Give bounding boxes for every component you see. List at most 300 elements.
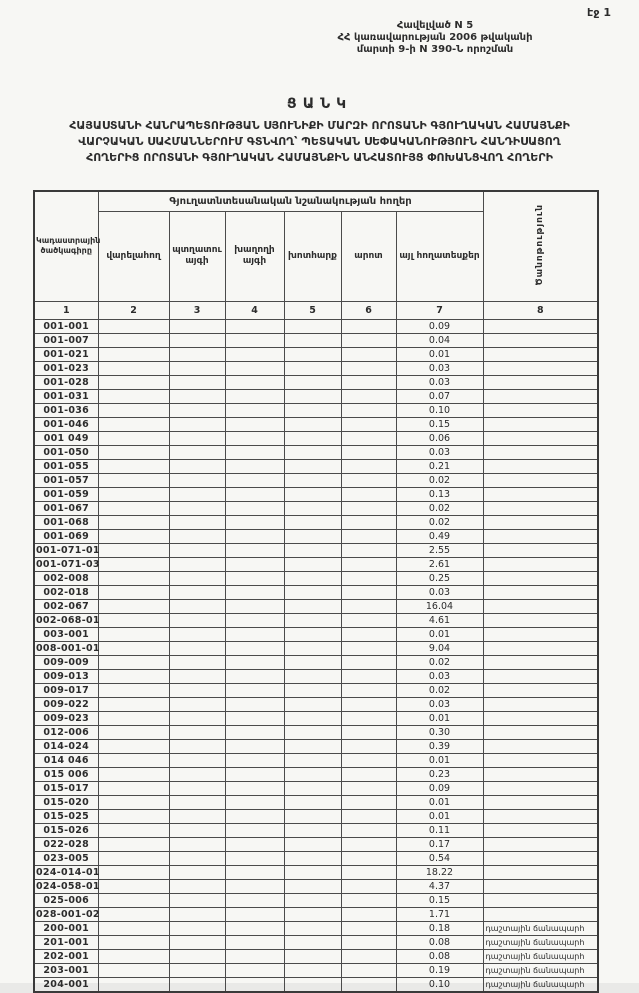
orchard-cell (169, 711, 225, 725)
table-row (34, 641, 598, 655)
hayfield-cell (284, 977, 341, 992)
pasture-cell (341, 725, 396, 739)
cadastral-code-cell: 009-022 (34, 697, 98, 711)
vineyard-cell (225, 725, 284, 739)
orchard-cell (169, 921, 225, 935)
arable-cell (98, 879, 169, 893)
cadastral-code-cell: 015 006 (34, 767, 98, 781)
other-lands-value-cell: 0.25 (396, 571, 483, 585)
table-row (34, 739, 598, 753)
orchard-cell (169, 403, 225, 417)
table-row (34, 767, 598, 781)
vineyard-cell (225, 921, 284, 935)
note-cell (483, 501, 598, 515)
table-row (34, 333, 598, 347)
table-body (34, 319, 598, 992)
column-header-vineyard: խաղողի այգի (225, 211, 284, 301)
table-row (34, 487, 598, 501)
orchard-cell (169, 963, 225, 977)
cadastral-code-cell: 022-028 (34, 837, 98, 851)
arable-cell (98, 473, 169, 487)
arable-cell (98, 697, 169, 711)
hayfield-cell (284, 501, 341, 515)
orchard-cell (169, 389, 225, 403)
hayfield-cell (284, 823, 341, 837)
vineyard-cell (225, 627, 284, 641)
other-lands-value-cell: 0.08 (396, 949, 483, 963)
hayfield-cell (284, 473, 341, 487)
table-row (34, 669, 598, 683)
table-row (34, 837, 598, 851)
subtitle-line-2: ՎԱՐՉԱԿԱՆ ՍԱՀՄԱՆՆԵՐՈՒՄ ԳՏՆՎՈՂ՝ ՊԵՏԱԿԱՆ ՍԵՓԱԿԱՆՈՒԹՅՈՒՆ ՀԱՆԴԻՍԱՑՈՂ (78, 135, 561, 148)
vineyard-cell (225, 487, 284, 501)
pasture-cell (341, 543, 396, 557)
other-lands-value-cell: 0.23 (396, 767, 483, 781)
column-number-3: 3 (169, 301, 225, 319)
vineyard-cell (225, 865, 284, 879)
vineyard-cell (225, 431, 284, 445)
vineyard-cell (225, 907, 284, 921)
pasture-cell (341, 907, 396, 921)
annex-line-1: Հավելված N 5 (396, 20, 474, 31)
arable-cell (98, 543, 169, 557)
note-cell (483, 977, 598, 992)
hayfield-cell (284, 375, 341, 389)
orchard-cell (169, 641, 225, 655)
cadastral-code-cell: 009-023 (34, 711, 98, 725)
pasture-cell (341, 557, 396, 571)
arable-cell (98, 851, 169, 865)
cadastral-code-cell: 001-071-01 (36, 544, 100, 556)
cadastral-code-cell: 014 046 (34, 753, 98, 767)
orchard-cell (169, 627, 225, 641)
other-lands-value-cell: 0.11 (396, 823, 483, 837)
cadastral-code-cell: 009-013 (34, 669, 98, 683)
vineyard-cell (225, 613, 284, 627)
pasture-cell (341, 431, 396, 445)
hayfield-cell (284, 907, 341, 921)
arable-cell (98, 921, 169, 935)
note-text: դաշտային ճանապարհ (485, 951, 585, 961)
other-lands-value-cell: 0.03 (396, 697, 483, 711)
note-cell (483, 529, 598, 543)
other-lands-value-cell: 0.39 (396, 739, 483, 753)
note-cell (483, 697, 598, 711)
other-lands-value-cell: 0.02 (396, 683, 483, 697)
table-row (34, 921, 598, 935)
hayfield-cell (284, 935, 341, 949)
other-lands-value-cell: 0.01 (396, 711, 483, 725)
arable-cell (98, 655, 169, 669)
vineyard-cell (225, 851, 284, 865)
table-row (34, 935, 598, 949)
orchard-cell (169, 529, 225, 543)
note-cell (483, 823, 598, 837)
cadastral-code-cell: 001-057 (34, 473, 98, 487)
hayfield-cell (284, 459, 341, 473)
hayfield-cell (284, 487, 341, 501)
table-row (34, 963, 598, 977)
other-lands-value-cell: 0.08 (396, 935, 483, 949)
note-cell (483, 725, 598, 739)
other-lands-value-cell: 0.02 (396, 655, 483, 669)
column-number-row (34, 301, 598, 319)
column-header-orchard: պտղատու այգի (169, 211, 225, 301)
pasture-cell (341, 641, 396, 655)
pasture-cell (341, 319, 396, 333)
note-cell (483, 557, 598, 571)
other-lands-value-cell: 2.55 (396, 543, 483, 557)
note-cell (483, 795, 598, 809)
other-lands-value-cell: 0.13 (396, 487, 483, 501)
column-header-cadastral-code: Կադաստրային ծածկագիրը (34, 191, 98, 301)
pasture-cell (341, 669, 396, 683)
note-cell (483, 865, 598, 879)
note-cell (483, 417, 598, 431)
hayfield-cell (284, 921, 341, 935)
table-row (34, 655, 598, 669)
orchard-cell (169, 935, 225, 949)
vineyard-cell (225, 389, 284, 403)
column-number-2: 2 (98, 301, 169, 319)
orchard-cell (169, 557, 225, 571)
note-cell (483, 515, 598, 529)
pasture-cell (341, 417, 396, 431)
pasture-cell (341, 753, 396, 767)
document-subtitle (10, 118, 629, 166)
subtitle-line-1: ՀԱՅԱՍՏԱՆԻ ՀԱՆՐԱՊԵՏՈՒԹՅԱՆ ՍՅՈՒՆԻՔԻ ՄԱՐԶԻ ՈՐՈՏԱՆԻ ԳՅՈՒՂԱԿԱՆ ՀԱՄԱՅՆՔԻ (69, 119, 570, 132)
orchard-cell (169, 375, 225, 389)
pasture-cell (341, 389, 396, 403)
hayfield-cell (284, 417, 341, 431)
note-text: դաշտային ճանապարհ (485, 979, 585, 989)
other-lands-value-cell: 18.22 (396, 865, 483, 879)
other-lands-value-cell: 0.17 (396, 837, 483, 851)
note-cell (483, 375, 598, 389)
table-row (34, 753, 598, 767)
arable-cell (98, 571, 169, 585)
other-lands-value-cell: 0.18 (396, 921, 483, 935)
other-lands-value-cell: 0.10 (396, 977, 483, 992)
hayfield-cell (284, 739, 341, 753)
hayfield-cell (284, 599, 341, 613)
vineyard-cell (225, 403, 284, 417)
note-text: դաշտային ճանապարհ (485, 923, 585, 933)
cadastral-code-cell: 023-005 (34, 851, 98, 865)
other-lands-value-cell: 0.15 (396, 893, 483, 907)
cadastral-code-cell: 028-001-02 (36, 908, 100, 920)
other-lands-value-cell: 0.01 (396, 809, 483, 823)
other-lands-value-cell: 0.09 (396, 781, 483, 795)
note-cell (483, 585, 598, 599)
hayfield-cell (284, 389, 341, 403)
table-row (34, 543, 598, 557)
orchard-cell (169, 837, 225, 851)
table-row (34, 571, 598, 585)
orchard-cell (169, 725, 225, 739)
vineyard-cell (225, 935, 284, 949)
other-lands-value-cell: 16.04 (396, 599, 483, 613)
note-cell (483, 403, 598, 417)
vineyard-cell (225, 767, 284, 781)
vineyard-cell (225, 823, 284, 837)
other-lands-value-cell: 0.10 (396, 403, 483, 417)
arable-cell (98, 641, 169, 655)
note-text: դաշտային ճանապարհ (485, 937, 585, 947)
note-cell (483, 599, 598, 613)
vineyard-cell (225, 347, 284, 361)
hayfield-cell (284, 627, 341, 641)
arable-cell (98, 501, 169, 515)
vineyard-cell (225, 753, 284, 767)
note-cell (483, 571, 598, 585)
table-row (34, 781, 598, 795)
hayfield-cell (284, 893, 341, 907)
hayfield-cell (284, 403, 341, 417)
pasture-cell (341, 977, 396, 992)
hayfield-cell (284, 557, 341, 571)
cadastral-code-cell: 001-050 (34, 445, 98, 459)
table-row (34, 529, 598, 543)
arable-cell (98, 865, 169, 879)
other-lands-value-cell: 9.04 (396, 641, 483, 655)
table-row (34, 389, 598, 403)
other-lands-value-cell: 0.07 (396, 389, 483, 403)
note-cell (483, 739, 598, 753)
arable-cell (98, 809, 169, 823)
orchard-cell (169, 445, 225, 459)
pasture-cell (341, 823, 396, 837)
pasture-cell (341, 585, 396, 599)
pasture-cell (341, 851, 396, 865)
cadastral-code-cell: 002-008 (34, 571, 98, 585)
pasture-cell (341, 837, 396, 851)
table-row (34, 417, 598, 431)
orchard-cell (169, 361, 225, 375)
arable-cell (98, 725, 169, 739)
arable-cell (98, 935, 169, 949)
vineyard-cell (225, 333, 284, 347)
hayfield-cell (284, 683, 341, 697)
column-header-arable: վարելահող (98, 211, 169, 301)
arable-cell (98, 361, 169, 375)
table-row (34, 515, 598, 529)
orchard-cell (169, 907, 225, 921)
pasture-cell (341, 333, 396, 347)
table-row (34, 977, 598, 992)
arable-cell (98, 669, 169, 683)
vineyard-cell (225, 739, 284, 753)
table-row (34, 445, 598, 459)
arable-cell (98, 781, 169, 795)
orchard-cell (169, 515, 225, 529)
pasture-cell (341, 879, 396, 893)
other-lands-value-cell: 0.01 (396, 627, 483, 641)
vineyard-cell (225, 417, 284, 431)
other-lands-value-cell: 0.19 (396, 963, 483, 977)
annex-line-2: ՀՀ կառավարության 2006 թվականի (337, 32, 533, 43)
column-number-5: 5 (284, 301, 341, 319)
table-row (34, 725, 598, 739)
cadastral-code-cell: 012-006 (34, 725, 98, 739)
hayfield-cell (284, 641, 341, 655)
note-cell (483, 319, 598, 333)
note-cell (483, 921, 598, 935)
orchard-cell (169, 585, 225, 599)
cadastral-code-cell: 001-069 (34, 529, 98, 543)
note-cell (483, 893, 598, 907)
cadastral-code-cell: 001-028 (34, 375, 98, 389)
pasture-cell (341, 347, 396, 361)
table-row (34, 711, 598, 725)
other-lands-value-cell: 0.15 (396, 417, 483, 431)
cadastral-code-cell: 024-014-01 (36, 866, 100, 878)
column-number-8: 8 (483, 301, 598, 319)
other-lands-value-cell: 0.03 (396, 375, 483, 389)
table-row (34, 683, 598, 697)
cadastral-code-cell: 001-046 (34, 417, 98, 431)
orchard-cell (169, 893, 225, 907)
cadastral-code-cell: 001-068 (34, 515, 98, 529)
note-cell (483, 935, 598, 949)
note-cell (483, 333, 598, 347)
pasture-cell (341, 655, 396, 669)
vineyard-cell (225, 599, 284, 613)
table-row (34, 809, 598, 823)
hayfield-cell (284, 753, 341, 767)
note-cell (483, 963, 598, 977)
hayfield-cell (284, 697, 341, 711)
orchard-cell (169, 879, 225, 893)
pasture-cell (341, 445, 396, 459)
arable-cell (98, 837, 169, 851)
note-cell (483, 641, 598, 655)
other-lands-value-cell: 0.03 (396, 585, 483, 599)
hayfield-cell (284, 571, 341, 585)
arable-cell (98, 711, 169, 725)
orchard-cell (169, 977, 225, 992)
cadastral-code-cell: 015-020 (34, 795, 98, 809)
pasture-cell (341, 865, 396, 879)
vineyard-cell (225, 837, 284, 851)
cadastral-code-cell: 203-001 (34, 963, 98, 977)
note-cell (483, 669, 598, 683)
note-cell (483, 459, 598, 473)
note-cell (483, 655, 598, 669)
arable-cell (98, 795, 169, 809)
vineyard-cell (225, 711, 284, 725)
arable-cell (98, 515, 169, 529)
pasture-cell (341, 739, 396, 753)
table-row (34, 459, 598, 473)
cadastral-code-cell: 014-024 (34, 739, 98, 753)
hayfield-cell (284, 949, 341, 963)
pasture-cell (341, 361, 396, 375)
cadastral-code-cell: 003-001 (34, 627, 98, 641)
cadastral-code-cell: 002-067 (34, 599, 98, 613)
other-lands-value-cell: 4.37 (396, 879, 483, 893)
vineyard-cell (225, 977, 284, 992)
pasture-cell (341, 697, 396, 711)
orchard-cell (169, 851, 225, 865)
note-cell (483, 431, 598, 445)
pasture-cell (341, 613, 396, 627)
arable-cell (98, 977, 169, 992)
vineyard-cell (225, 501, 284, 515)
pasture-cell (341, 921, 396, 935)
vineyard-cell (225, 949, 284, 963)
arable-cell (98, 585, 169, 599)
other-lands-value-cell: 0.04 (396, 333, 483, 347)
orchard-cell (169, 753, 225, 767)
note-cell (483, 753, 598, 767)
subtitle-line-3: ՀՈՂԵՐԻՑ ՈՐՈՏԱՆԻ ԳՅՈՒՂԱԿԱՆ ՀԱՄԱՅՆՔԻՆ ԱՆՀԱՏՈՒՅՑ ՓՈԽԱՆՑՎՈՂ ՀՈՂԵՐԻ (86, 151, 553, 164)
orchard-cell (169, 599, 225, 613)
vineyard-cell (225, 963, 284, 977)
orchard-cell (169, 319, 225, 333)
vineyard-cell (225, 515, 284, 529)
vineyard-cell (225, 697, 284, 711)
arable-cell (98, 417, 169, 431)
cadastral-code-cell: 001-023 (34, 361, 98, 375)
cadastral-code-cell: 001-055 (34, 459, 98, 473)
note-cell (483, 837, 598, 851)
hayfield-cell (284, 781, 341, 795)
orchard-cell (169, 655, 225, 669)
table-row (34, 893, 598, 907)
pasture-cell (341, 627, 396, 641)
annex-reference-block (300, 20, 570, 56)
table-row (34, 823, 598, 837)
vineyard-cell (225, 669, 284, 683)
other-lands-value-cell: 0.02 (396, 515, 483, 529)
table-row (34, 319, 598, 333)
other-lands-value-cell: 0.21 (396, 459, 483, 473)
orchard-cell (169, 417, 225, 431)
arable-cell (98, 487, 169, 501)
vineyard-cell (225, 529, 284, 543)
cadastral-code-cell: 001-031 (34, 389, 98, 403)
orchard-cell (169, 571, 225, 585)
orchard-cell (169, 473, 225, 487)
table-header (34, 191, 598, 319)
note-cell (483, 767, 598, 781)
vineyard-cell (225, 319, 284, 333)
column-header-other-lands: այլ հողատեսքեր (396, 211, 483, 301)
cadastral-code-cell: 001-021 (34, 347, 98, 361)
pasture-cell (341, 501, 396, 515)
hayfield-cell (284, 725, 341, 739)
vineyard-cell (225, 557, 284, 571)
arable-cell (98, 375, 169, 389)
arable-cell (98, 949, 169, 963)
arable-cell (98, 403, 169, 417)
hayfield-cell (284, 851, 341, 865)
hayfield-cell (284, 711, 341, 725)
pasture-cell (341, 529, 396, 543)
arable-cell (98, 963, 169, 977)
other-lands-value-cell: 0.02 (396, 501, 483, 515)
table-row (34, 627, 598, 641)
note-cell (483, 487, 598, 501)
orchard-cell (169, 795, 225, 809)
arable-cell (98, 319, 169, 333)
cadastral-code-cell: 201-001 (34, 935, 98, 949)
hayfield-cell (284, 809, 341, 823)
note-cell (483, 627, 598, 641)
column-number-7: 7 (396, 301, 483, 319)
table-row (34, 347, 598, 361)
